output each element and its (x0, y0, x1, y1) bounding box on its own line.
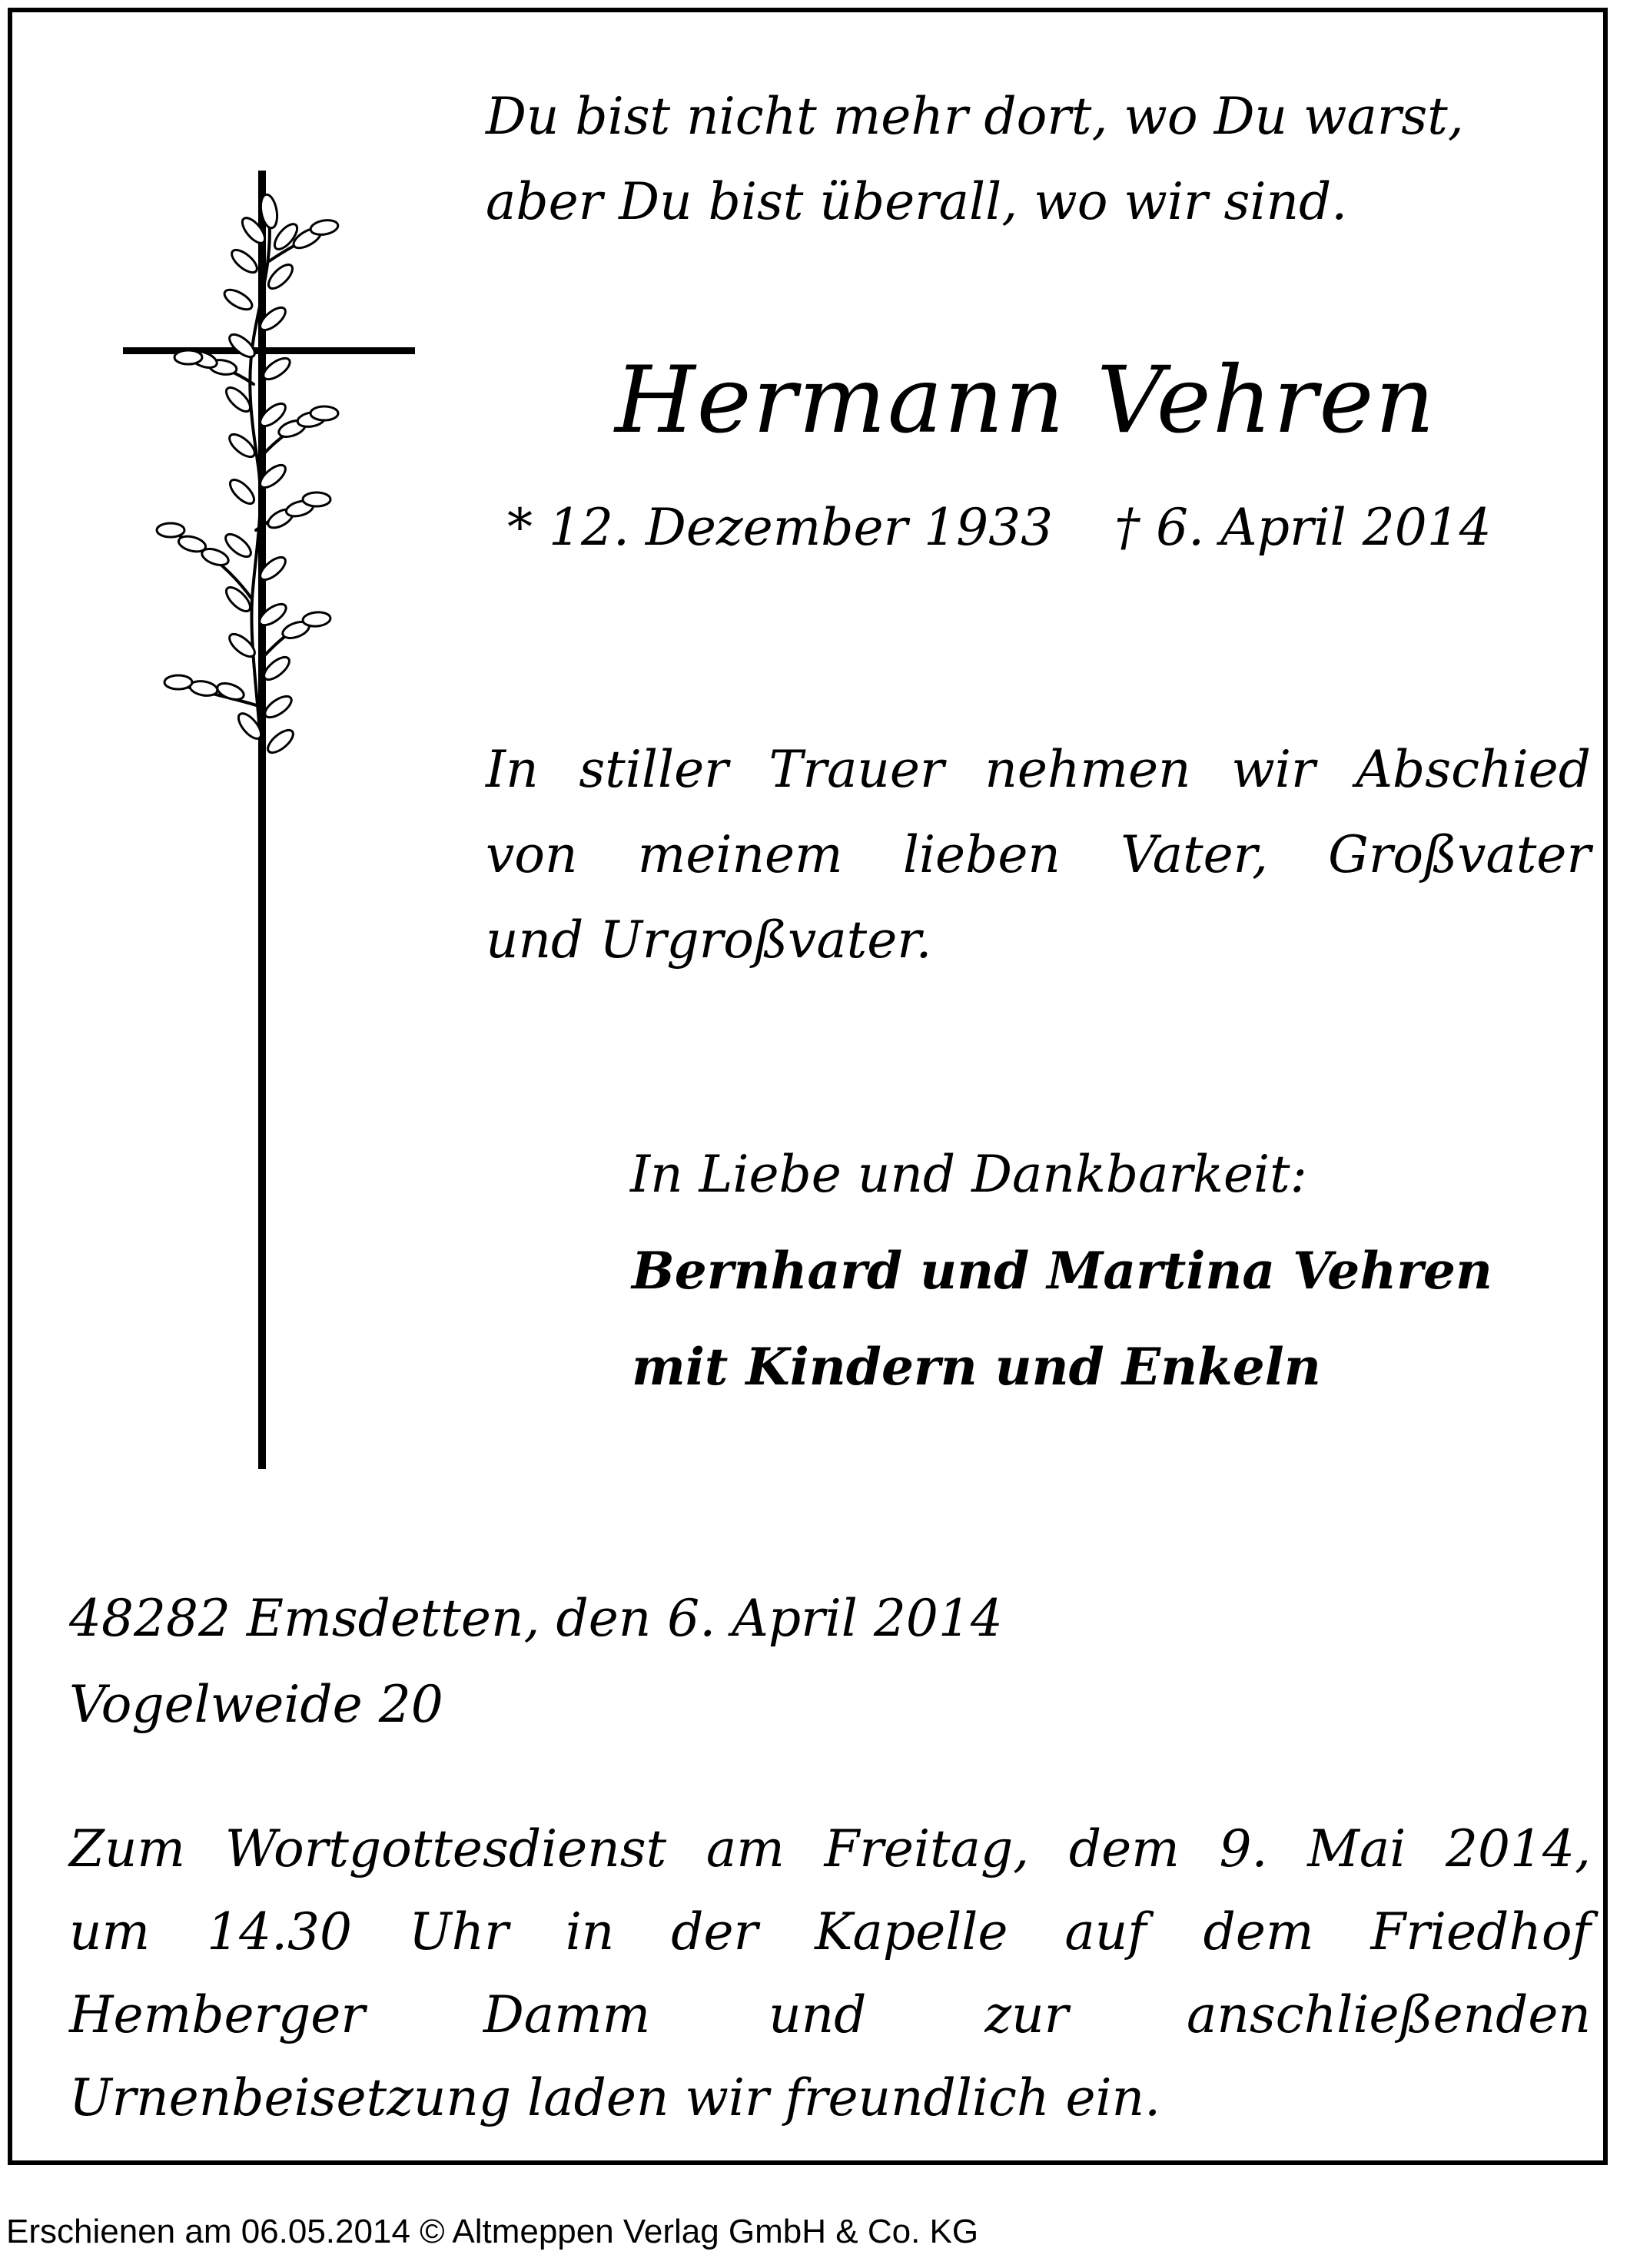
announcement-line-3: und Urgroßvater. (486, 910, 932, 970)
signature-family: mit Kindern und Enkeln (632, 1337, 1321, 1397)
service-line-2: um 14.30 Uhr in der Kapelle auf dem Friedhof (69, 1902, 1591, 1961)
signature-intro: In Liebe und Dankbarkeit: (630, 1145, 1307, 1204)
deceased-name: Hermann Vehren (615, 347, 1436, 454)
death-date: † 6. April 2014 (1114, 498, 1492, 557)
life-dates (507, 498, 1492, 557)
quote-line-1: Du bist nicht mehr dort, wo Du warst, (486, 87, 1464, 146)
announcement-line-2: von meinem lieben Vater, Großvater (486, 825, 1591, 884)
birth-date: * 12. Dezember 1933 (507, 498, 1054, 557)
service-line-1: Zum Wortgottesdienst am Freitag, dem 9. Mai 2014, (69, 1819, 1591, 1878)
address-line-1: 48282 Emsdetten, den 6. April 2014 (69, 1589, 1003, 1648)
service-line-3: Hemberger Damm und zur anschließenden (69, 1985, 1591, 2044)
publication-footer: Erschienen am 06.05.2014 © Altmeppen Verlag GmbH & Co. KG (6, 2213, 979, 2250)
signature-names: Bernhard und Martina Vehren (632, 1241, 1493, 1301)
address-line-2: Vogelweide 20 (69, 1675, 443, 1734)
quote-line-2: aber Du bist überall, wo wir sind. (486, 172, 1348, 231)
service-line-4: Urnenbeisetzung laden wir freundlich ein. (69, 2068, 1161, 2127)
announcement-line-1: In stiller Trauer nehmen wir Abschied (486, 740, 1591, 799)
cross-with-olive-branch-icon (115, 169, 423, 1475)
